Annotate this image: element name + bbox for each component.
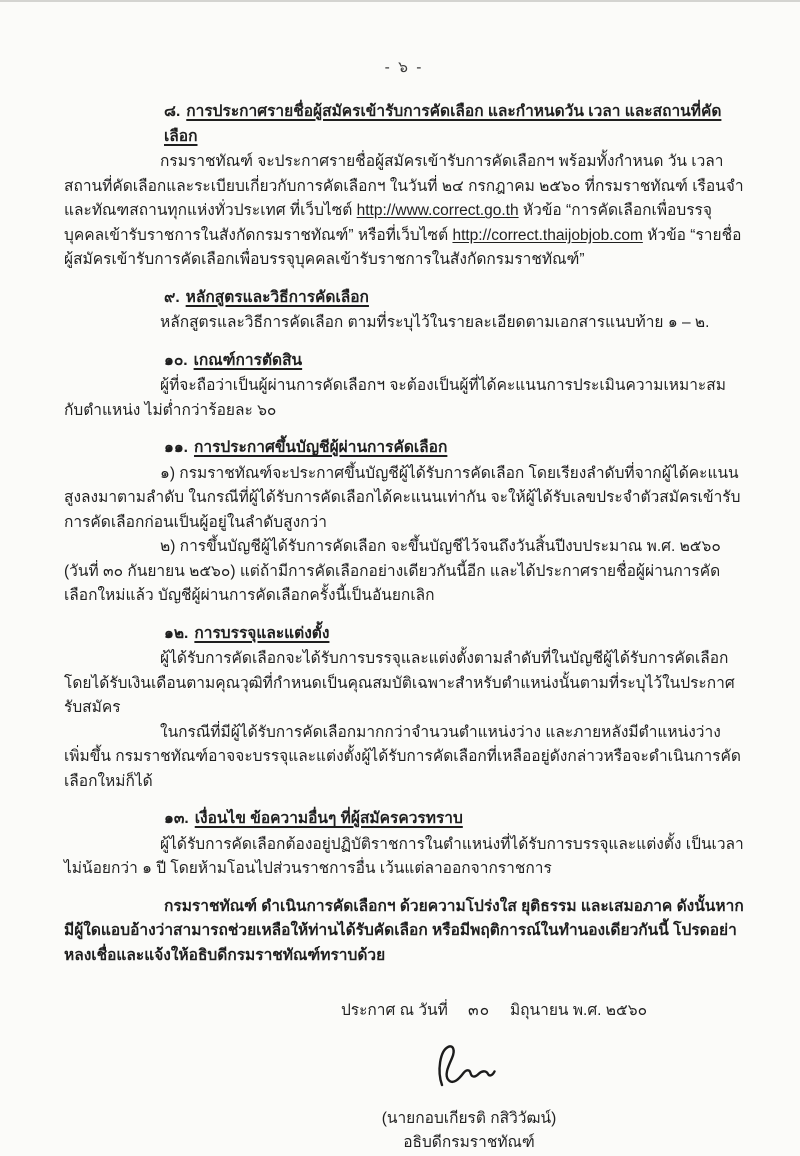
- section-9-paragraph: หลักสูตรและวิธีการคัดเลือก ตามที่ระบุไว้ในรายละเอียดตามเอกสารแนบท้าย ๑ – ๒.: [160, 314, 710, 332]
- section-title: การบรรจุและแต่งตั้ง: [194, 624, 330, 642]
- correct-go-th-link[interactable]: http://www.correct.go.th: [356, 202, 519, 220]
- section-12-paragraph-1: ผู้ได้รับการคัดเลือกจะได้รับการบรรจุและแต่งตั้งตามลำดับที่ในบัญชีผู้ได้รับการคัดเลือก โดยได้รับเงินเดือนตามคุณวุฒิที่กำหนดเป็นคุณสมบัติเฉพาะสำหรับตำแหน่งนั้นตามที่ระบุไว้ในประกาศรับสมัคร: [64, 650, 735, 717]
- handwritten-day: ๓๐: [467, 1000, 491, 1020]
- section-number: ๑๑.: [164, 439, 188, 457]
- integrity-notice: กรมราชทัณฑ์ ดำเนินการคัดเลือกฯ ด้วยความโปร่งใส ยุติธรรม และเสมอภาค ดังนั้นหากมีผู้ใดแอบอ้างว่าสามารถช่วยเหลือให้ท่านได้รับคัดเลือก หรือมีพฤติการณ์ในทำนองเดียวกันนี้ โปรดอย่าหลงเชื่อและแจ้งให้อธิบดีกรมราชทัณฑ์ทราบด้วย: [64, 897, 744, 964]
- section-11: [64, 436, 744, 608]
- section-12-heading: [164, 622, 744, 646]
- section-10-paragraph: ผู้ที่จะถือว่าเป็นผู้ผ่านการคัดเลือกฯ จะต้องเป็นผู้ที่ได้คะแนนการประเมินความเหมาะสมกับตำแหน่ง ไม่ต่ำกว่าร้อยละ ๖๐: [64, 377, 726, 419]
- section-8: [64, 100, 744, 272]
- handwritten-signature-icon: [426, 1041, 512, 1097]
- date-prefix: ประกาศ ณ วันที่: [340, 1001, 448, 1019]
- section-number: ๑๒.: [164, 624, 189, 642]
- paragraph-text: หัวข้อ “รายชื่อผู้สมัครเข้ารับการคัดเลือกเพื่อบรรจุบุคคลเข้ารับราชการในสังกัดกรมราชทัณฑ์”: [64, 226, 742, 269]
- section-11-item-2: ๒) การขึ้นบัญชีผู้ได้รับการคัดเลือก จะขึ้นบัญชีไว้จนถึงวันสิ้นปีงบประมาณ พ.ศ. ๒๕๖๐ (วันที่ ๓๐ กันยายน ๒๕๖๐) แต่ถ้ามีการคัดเลือกอย่างเดียวกันนี้อีก และได้ประกาศรายชื่อผู้ผ่านการคัดเลือกใหม่แล้ว บัญชีผู้ผ่านการคัดเลือกครั้งนี้เป็นอันยกเลิก: [64, 538, 721, 605]
- section-10: [64, 349, 744, 423]
- signature-block: [194, 1041, 744, 1155]
- section-13: [64, 807, 744, 881]
- section-9: [64, 286, 744, 336]
- section-9-heading: [164, 286, 744, 310]
- section-title: เงื่อนไข ข้อความอื่นๆ ที่ผู้สมัครควรทราบ: [194, 810, 463, 828]
- section-number: ๙.: [164, 288, 180, 306]
- scan-edge: [0, 0, 800, 2]
- signer-name: (นายกอบเกียรติ กสิวิวัฒน์): [381, 1110, 557, 1128]
- section-11-item-1: ๑) กรมราชทัณฑ์จะประกาศขึ้นบัญชีผู้ได้รับการคัดเลือก โดยเรียงลำดับที่จากผู้ได้คะแนนสูงลงมาตามลำดับ ในกรณีที่ผู้ได้รับการคัดเลือกได้คะแนนเท่ากัน จะให้ผู้ได้รับเลขประจำตัวสมัครเข้ารับการคัดเลือกก่อนเป็นผู้อยู่ในลำดับสูงกว่า: [64, 464, 741, 531]
- section-title: เกณฑ์การตัดสิน: [193, 351, 303, 369]
- correct-thaijobjob-link[interactable]: http://correct.thaijobjob.com: [452, 226, 643, 244]
- section-title: การประกาศรายชื่อผู้สมัครเข้ารับการคัดเลือก และกำหนดวัน เวลา และสถานที่คัดเลือก: [164, 103, 722, 145]
- section-title: การประกาศขึ้นบัญชีผู้ผ่านการคัดเลือก: [193, 439, 448, 457]
- section-title: หลักสูตรและวิธีการคัดเลือก: [185, 288, 369, 306]
- paragraph-text: หัวข้อ “การคัดเลือกเพื่อบรรจุบุคคลเข้ารับราชการในสังกัดกรมราชทัณฑ์” หรือที่เว็บไซต์: [64, 202, 712, 244]
- date-suffix: มิถุนายน พ.ศ. ๒๕๖๐: [509, 1001, 648, 1019]
- page-number: - ๖ -: [384, 59, 424, 76]
- section-number: ๑๐.: [164, 351, 188, 369]
- section-8-heading: [164, 100, 744, 149]
- section-10-heading: [164, 349, 744, 373]
- signer-title: อธิบดีกรมราชทัณฑ์: [403, 1134, 535, 1152]
- section-12-paragraph-2: ในกรณีที่มีผู้ได้รับการคัดเลือกมากกว่าจำนวนตำแหน่งว่าง และภายหลังมีตำแหน่งว่างเพิ่มขึ้น กรมราชทัณฑ์อาจจะบรรจุและแต่งตั้งผู้ได้รับการคัดเลือกที่เหลืออยู่ดังกล่าวหรือจะดำเนินการคัดเลือกใหม่ก็ได้: [64, 723, 741, 790]
- section-12: [64, 622, 744, 794]
- section-11-heading: [164, 436, 744, 460]
- section-8-paragraph: [64, 150, 744, 272]
- announcement-date: [244, 998, 744, 1023]
- section-13-paragraph: ผู้ได้รับการคัดเลือกต้องอยู่ปฏิบัติราชการในตำแหน่งที่ได้รับการบรรจุและแต่งตั้ง เป็นเวลาไม่น้อยกว่า ๑ ปี โดยห้ามโอนไปส่วนราชการอื่น เว้นแต่ลาออกจากราชการ: [64, 835, 744, 878]
- paragraph-text: กรมราชทัณฑ์ จะประกาศรายชื่อผู้สมัครเข้ารับการคัดเลือกฯ พร้อมทั้งกำหนด วัน เวลา สถานที่คัดเลือกและระเบียบเกี่ยวกับการคัดเลือกฯ ในวันที่ ๒๔ กรกฎาคม ๒๕๖๐ ที่กรมราชทัณฑ์ เรือนจำและทัณฑสถานทุกแห่งทั่วประเทศ ที่เว็บไซต์: [64, 153, 744, 220]
- section-number: ๘.: [164, 103, 181, 121]
- section-13-heading: [164, 807, 744, 831]
- section-number: ๑๓.: [164, 810, 189, 828]
